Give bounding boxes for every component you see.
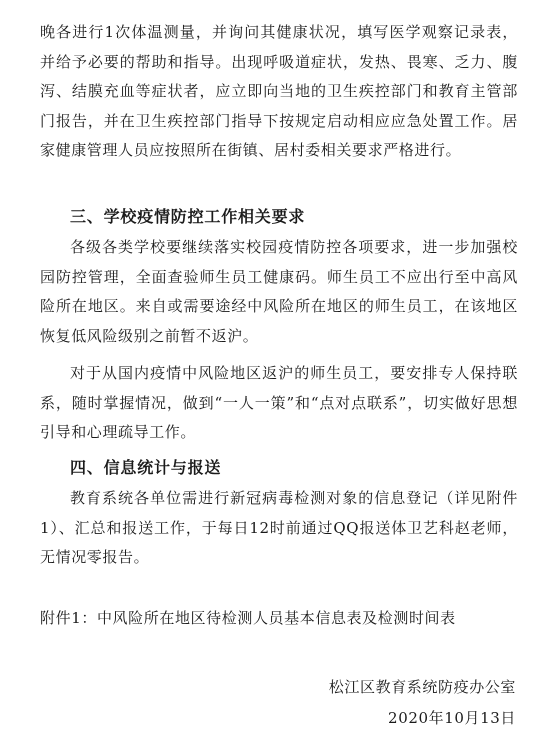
attachment-note: 附件1：中风险所在地区待检测人员基本信息表及检测时间表 bbox=[40, 609, 456, 627]
body-paragraph-school-control: 各级各类学校要继续落实校园疫情防控各项要求，进一步加强校园防控管理，全面查验师生员工健康码。师生员工不应出行至中高风险所在地区。来自或需要途经中风险所在地区的师生员工，在该地区恢复低风险级别之前暂不返沪。 bbox=[40, 238, 518, 345]
signature-date: 2020年10月13日 bbox=[388, 709, 516, 727]
body-paragraph-reporting-procedure: 教育系统各单位需进行新冠病毒检测对象的信息登记（详见附件1）、汇总和报送工作，于每日12时前通过QQ报送体卫艺科赵老师，无情况零报告。 bbox=[40, 489, 518, 566]
body-paragraph-health-monitoring: 晚各进行1次体温测量，并询问其健康状况，填写医学观察记录表，并给予必要的帮助和指导。出现呼吸道症状，发热、畏寒、乏力、腹泻、结膜充血等症状者，应立即向当地的卫生疾控部门和教育主管部门报告，并在卫生疾控部门指导下按规定启动相应应急处置工作。居家健康管理人员应按照所在街镇、居村委相关要求严格进行。 bbox=[40, 23, 518, 159]
section-heading-school-requirements: 三、学校疫情防控工作相关要求 bbox=[70, 207, 306, 226]
section-heading-info-reporting: 四、信息统计与报送 bbox=[70, 458, 222, 477]
signature-organization: 松江区教育系统防疫办公室 bbox=[328, 678, 516, 696]
body-paragraph-returning-staff: 对于从国内疫情中风险地区返沪的师生员工，要安排专人保持联系，随时掌握情况，做到“一人一策”和“点对点联系”，切实做好思想引导和心理疏导工作。 bbox=[40, 364, 518, 441]
